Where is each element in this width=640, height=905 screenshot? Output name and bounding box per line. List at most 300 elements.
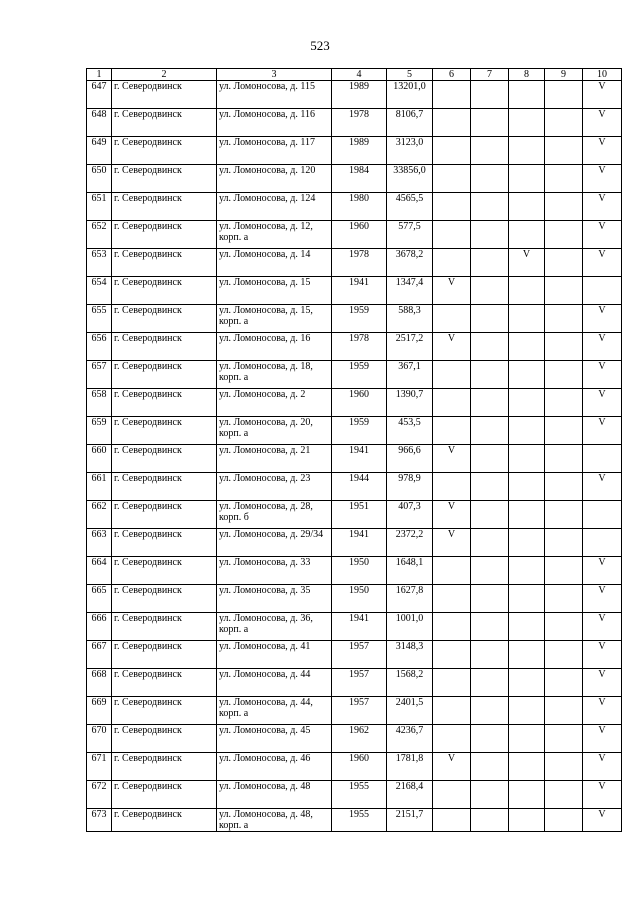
mark-cell-6 <box>433 249 471 277</box>
city-cell: г. Северодвинск <box>112 641 217 669</box>
mark-cell-10: V <box>583 697 622 725</box>
mark-cell-7 <box>471 81 509 109</box>
address-cell: ул. Ломоносова, д. 120 <box>217 165 332 193</box>
address-cell: ул. Ломоносова, д. 15 <box>217 277 332 305</box>
mark-cell-10: V <box>583 333 622 361</box>
mark-cell-8 <box>509 81 545 109</box>
mark-cell-6 <box>433 193 471 221</box>
mark-cell-10: V <box>583 361 622 389</box>
address-cell: ул. Ломоносова, д. 41 <box>217 641 332 669</box>
mark-cell-8 <box>509 165 545 193</box>
address-cell: ул. Ломоносова, д. 124 <box>217 193 332 221</box>
year-cell: 1960 <box>332 221 387 249</box>
mark-cell-9 <box>545 557 583 585</box>
mark-cell-9 <box>545 165 583 193</box>
mark-cell-9 <box>545 361 583 389</box>
row-number-cell: 667 <box>87 641 112 669</box>
city-cell: г. Северодвинск <box>112 697 217 725</box>
mark-cell-10: V <box>583 753 622 781</box>
address-cell: ул. Ломоносова, д. 48, корп. а <box>217 809 332 832</box>
mark-cell-8 <box>509 137 545 165</box>
mark-cell-10: V <box>583 193 622 221</box>
mark-cell-8 <box>509 333 545 361</box>
table-row <box>87 641 622 669</box>
mark-cell-8 <box>509 109 545 137</box>
row-number-cell: 647 <box>87 81 112 109</box>
mark-cell-6: V <box>433 753 471 781</box>
mark-cell-10 <box>583 501 622 529</box>
mark-cell-6: V <box>433 277 471 305</box>
mark-cell-7 <box>471 753 509 781</box>
row-number-cell: 670 <box>87 725 112 753</box>
mark-cell-7 <box>471 193 509 221</box>
city-cell: г. Северодвинск <box>112 165 217 193</box>
mark-cell-10 <box>583 529 622 557</box>
address-cell: ул. Ломоносова, д. 23 <box>217 473 332 501</box>
mark-cell-9 <box>545 781 583 809</box>
table-row <box>87 557 622 585</box>
year-cell: 1955 <box>332 781 387 809</box>
mark-cell-10: V <box>583 389 622 417</box>
year-cell: 1944 <box>332 473 387 501</box>
row-number-cell: 666 <box>87 613 112 641</box>
row-number-cell: 654 <box>87 277 112 305</box>
table-row <box>87 697 622 725</box>
mark-cell-10: V <box>583 221 622 249</box>
mark-cell-9 <box>545 725 583 753</box>
mark-cell-7 <box>471 725 509 753</box>
mark-cell-6 <box>433 417 471 445</box>
year-cell: 1957 <box>332 697 387 725</box>
mark-cell-7 <box>471 641 509 669</box>
area-cell: 1390,7 <box>387 389 433 417</box>
area-cell: 1781,8 <box>387 753 433 781</box>
table-row <box>87 305 622 333</box>
mark-cell-6 <box>433 557 471 585</box>
mark-cell-7 <box>471 109 509 137</box>
year-cell: 1989 <box>332 81 387 109</box>
mark-cell-8 <box>509 501 545 529</box>
mark-cell-6 <box>433 585 471 613</box>
mark-cell-10: V <box>583 725 622 753</box>
address-cell: ул. Ломоносова, д. 36, корп. а <box>217 613 332 641</box>
area-cell: 8106,7 <box>387 109 433 137</box>
mark-cell-8 <box>509 529 545 557</box>
table-row <box>87 529 622 557</box>
area-cell: 3148,3 <box>387 641 433 669</box>
row-number-cell: 660 <box>87 445 112 473</box>
mark-cell-7 <box>471 529 509 557</box>
row-number-cell: 649 <box>87 137 112 165</box>
year-cell: 1950 <box>332 585 387 613</box>
year-cell: 1989 <box>332 137 387 165</box>
mark-cell-7 <box>471 669 509 697</box>
city-cell: г. Северодвинск <box>112 277 217 305</box>
mark-cell-8 <box>509 585 545 613</box>
area-cell: 588,3 <box>387 305 433 333</box>
mark-cell-9 <box>545 249 583 277</box>
area-cell: 1648,1 <box>387 557 433 585</box>
city-cell: г. Северодвинск <box>112 333 217 361</box>
address-cell: ул. Ломоносова, д. 29/34 <box>217 529 332 557</box>
year-cell: 1980 <box>332 193 387 221</box>
mark-cell-7 <box>471 389 509 417</box>
mark-cell-7 <box>471 697 509 725</box>
area-cell: 453,5 <box>387 417 433 445</box>
mark-cell-7 <box>471 249 509 277</box>
mark-cell-9 <box>545 417 583 445</box>
mark-cell-7 <box>471 585 509 613</box>
year-cell: 1941 <box>332 529 387 557</box>
mark-cell-6 <box>433 221 471 249</box>
mark-cell-10: V <box>583 249 622 277</box>
table-row <box>87 221 622 249</box>
row-number-cell: 648 <box>87 109 112 137</box>
mark-cell-6 <box>433 809 471 832</box>
mark-cell-8 <box>509 669 545 697</box>
mark-cell-7 <box>471 137 509 165</box>
address-cell: ул. Ломоносова, д. 48 <box>217 781 332 809</box>
mark-cell-7 <box>471 613 509 641</box>
row-number-cell: 672 <box>87 781 112 809</box>
mark-cell-8: V <box>509 249 545 277</box>
mark-cell-10: V <box>583 109 622 137</box>
city-cell: г. Северодвинск <box>112 137 217 165</box>
area-cell: 1347,4 <box>387 277 433 305</box>
row-number-cell: 658 <box>87 389 112 417</box>
mark-cell-9 <box>545 389 583 417</box>
city-cell: г. Северодвинск <box>112 585 217 613</box>
address-cell: ул. Ломоносова, д. 2 <box>217 389 332 417</box>
area-cell: 4236,7 <box>387 725 433 753</box>
table-row <box>87 361 622 389</box>
address-cell: ул. Ломоносова, д. 116 <box>217 109 332 137</box>
address-cell: ул. Ломоносова, д. 14 <box>217 249 332 277</box>
city-cell: г. Северодвинск <box>112 613 217 641</box>
area-cell: 407,3 <box>387 501 433 529</box>
year-cell: 1960 <box>332 389 387 417</box>
mark-cell-8 <box>509 781 545 809</box>
column-header: 4 <box>332 69 387 81</box>
address-cell: ул. Ломоносова, д. 35 <box>217 585 332 613</box>
area-cell: 33856,0 <box>387 165 433 193</box>
mark-cell-7 <box>471 277 509 305</box>
mark-cell-8 <box>509 305 545 333</box>
area-cell: 966,6 <box>387 445 433 473</box>
column-header: 10 <box>583 69 622 81</box>
mark-cell-10: V <box>583 417 622 445</box>
mark-cell-7 <box>471 417 509 445</box>
table-row <box>87 137 622 165</box>
area-cell: 2151,7 <box>387 809 433 832</box>
address-cell: ул. Ломоносова, д. 45 <box>217 725 332 753</box>
page-number: 523 <box>310 38 330 53</box>
mark-cell-8 <box>509 697 545 725</box>
mark-cell-6 <box>433 361 471 389</box>
city-cell: г. Северодвинск <box>112 249 217 277</box>
mark-cell-9 <box>545 333 583 361</box>
city-cell: г. Северодвинск <box>112 221 217 249</box>
year-cell: 1959 <box>332 361 387 389</box>
mark-cell-6 <box>433 669 471 697</box>
mark-cell-10: V <box>583 809 622 832</box>
table-row <box>87 277 622 305</box>
mark-cell-9 <box>545 585 583 613</box>
address-cell: ул. Ломоносова, д. 44 <box>217 669 332 697</box>
table-row <box>87 669 622 697</box>
table-row <box>87 473 622 501</box>
table-body <box>87 81 622 832</box>
year-cell: 1984 <box>332 165 387 193</box>
mark-cell-10: V <box>583 81 622 109</box>
mark-cell-7 <box>471 305 509 333</box>
year-cell: 1950 <box>332 557 387 585</box>
column-header: 6 <box>433 69 471 81</box>
mark-cell-9 <box>545 529 583 557</box>
row-number-cell: 671 <box>87 753 112 781</box>
mark-cell-10: V <box>583 137 622 165</box>
mark-cell-9 <box>545 501 583 529</box>
city-cell: г. Северодвинск <box>112 193 217 221</box>
mark-cell-6 <box>433 137 471 165</box>
mark-cell-6: V <box>433 445 471 473</box>
mark-cell-10: V <box>583 613 622 641</box>
mark-cell-10: V <box>583 669 622 697</box>
mark-cell-6 <box>433 613 471 641</box>
city-cell: г. Северодвинск <box>112 501 217 529</box>
table-row <box>87 501 622 529</box>
area-cell: 13201,0 <box>387 81 433 109</box>
mark-cell-10: V <box>583 641 622 669</box>
column-header: 3 <box>217 69 332 81</box>
mark-cell-6 <box>433 641 471 669</box>
address-cell: ул. Ломоносова, д. 16 <box>217 333 332 361</box>
row-number-cell: 669 <box>87 697 112 725</box>
mark-cell-8 <box>509 417 545 445</box>
row-number-cell: 650 <box>87 165 112 193</box>
mark-cell-6: V <box>433 501 471 529</box>
table-row <box>87 193 622 221</box>
address-cell: ул. Ломоносова, д. 117 <box>217 137 332 165</box>
area-cell: 3123,0 <box>387 137 433 165</box>
row-number-cell: 661 <box>87 473 112 501</box>
year-cell: 1957 <box>332 669 387 697</box>
mark-cell-7 <box>471 221 509 249</box>
row-number-cell: 655 <box>87 305 112 333</box>
area-cell: 3678,2 <box>387 249 433 277</box>
mark-cell-7 <box>471 781 509 809</box>
table-row <box>87 613 622 641</box>
year-cell: 1978 <box>332 249 387 277</box>
row-number-cell: 663 <box>87 529 112 557</box>
year-cell: 1959 <box>332 417 387 445</box>
mark-cell-8 <box>509 389 545 417</box>
address-cell: ул. Ломоносова, д. 12, корп. а <box>217 221 332 249</box>
table-row <box>87 585 622 613</box>
table-row <box>87 333 622 361</box>
mark-cell-10: V <box>583 585 622 613</box>
mark-cell-8 <box>509 193 545 221</box>
mark-cell-7 <box>471 361 509 389</box>
mark-cell-6: V <box>433 333 471 361</box>
area-cell: 1627,8 <box>387 585 433 613</box>
city-cell: г. Северодвинск <box>112 445 217 473</box>
table-row <box>87 781 622 809</box>
row-number-cell: 657 <box>87 361 112 389</box>
table-row <box>87 753 622 781</box>
mark-cell-8 <box>509 445 545 473</box>
row-number-cell: 665 <box>87 585 112 613</box>
table-row <box>87 81 622 109</box>
address-cell: ул. Ломоносова, д. 115 <box>217 81 332 109</box>
address-cell: ул. Ломоносова, д. 18, корп. а <box>217 361 332 389</box>
row-number-cell: 656 <box>87 333 112 361</box>
column-header: 2 <box>112 69 217 81</box>
city-cell: г. Северодвинск <box>112 809 217 832</box>
mark-cell-8 <box>509 557 545 585</box>
year-cell: 1960 <box>332 753 387 781</box>
city-cell: г. Северодвинск <box>112 361 217 389</box>
row-number-cell: 662 <box>87 501 112 529</box>
year-cell: 1941 <box>332 613 387 641</box>
city-cell: г. Северодвинск <box>112 669 217 697</box>
mark-cell-9 <box>545 221 583 249</box>
row-number-cell: 664 <box>87 557 112 585</box>
table-row <box>87 725 622 753</box>
year-cell: 1955 <box>332 809 387 832</box>
address-cell: ул. Ломоносова, д. 46 <box>217 753 332 781</box>
mark-cell-9 <box>545 809 583 832</box>
mark-cell-8 <box>509 613 545 641</box>
year-cell: 1957 <box>332 641 387 669</box>
mark-cell-7 <box>471 501 509 529</box>
mark-cell-10 <box>583 277 622 305</box>
row-number-cell: 652 <box>87 221 112 249</box>
mark-cell-10: V <box>583 305 622 333</box>
mark-cell-10: V <box>583 781 622 809</box>
mark-cell-9 <box>545 305 583 333</box>
address-cell: ул. Ломоносова, д. 20, корп. а <box>217 417 332 445</box>
city-cell: г. Северодвинск <box>112 389 217 417</box>
area-cell: 4565,5 <box>387 193 433 221</box>
year-cell: 1978 <box>332 109 387 137</box>
mark-cell-8 <box>509 277 545 305</box>
table-row <box>87 165 622 193</box>
mark-cell-8 <box>509 725 545 753</box>
header-row <box>87 69 622 81</box>
table-row <box>87 809 622 832</box>
table-row <box>87 445 622 473</box>
area-cell: 367,1 <box>387 361 433 389</box>
mark-cell-10: V <box>583 165 622 193</box>
table-row <box>87 249 622 277</box>
row-number-cell: 651 <box>87 193 112 221</box>
mark-cell-8 <box>509 361 545 389</box>
year-cell: 1978 <box>332 333 387 361</box>
mark-cell-7 <box>471 445 509 473</box>
area-cell: 2168,4 <box>387 781 433 809</box>
city-cell: г. Северодвинск <box>112 81 217 109</box>
row-number-cell: 659 <box>87 417 112 445</box>
mark-cell-10 <box>583 445 622 473</box>
table-row <box>87 417 622 445</box>
area-cell: 2401,5 <box>387 697 433 725</box>
mark-cell-7 <box>471 165 509 193</box>
row-number-cell: 668 <box>87 669 112 697</box>
year-cell: 1941 <box>332 277 387 305</box>
mark-cell-8 <box>509 221 545 249</box>
mark-cell-9 <box>545 613 583 641</box>
mark-cell-9 <box>545 641 583 669</box>
mark-cell-6 <box>433 165 471 193</box>
mark-cell-9 <box>545 277 583 305</box>
mark-cell-7 <box>471 809 509 832</box>
mark-cell-6 <box>433 389 471 417</box>
mark-cell-7 <box>471 473 509 501</box>
mark-cell-6 <box>433 305 471 333</box>
mark-cell-6 <box>433 697 471 725</box>
mark-cell-8 <box>509 641 545 669</box>
mark-cell-9 <box>545 137 583 165</box>
year-cell: 1941 <box>332 445 387 473</box>
mark-cell-6 <box>433 473 471 501</box>
row-number-cell: 653 <box>87 249 112 277</box>
city-cell: г. Северодвинск <box>112 753 217 781</box>
column-header: 9 <box>545 69 583 81</box>
city-cell: г. Северодвинск <box>112 529 217 557</box>
address-cell: ул. Ломоносова, д. 28, корп. б <box>217 501 332 529</box>
mark-cell-9 <box>545 753 583 781</box>
area-cell: 1001,0 <box>387 613 433 641</box>
mark-cell-9 <box>545 697 583 725</box>
mark-cell-8 <box>509 473 545 501</box>
registry-table <box>86 68 622 832</box>
mark-cell-9 <box>545 81 583 109</box>
mark-cell-7 <box>471 557 509 585</box>
mark-cell-6 <box>433 725 471 753</box>
mark-cell-10: V <box>583 557 622 585</box>
mark-cell-6 <box>433 109 471 137</box>
mark-cell-6 <box>433 781 471 809</box>
address-cell: ул. Ломоносова, д. 21 <box>217 445 332 473</box>
mark-cell-7 <box>471 333 509 361</box>
mark-cell-9 <box>545 193 583 221</box>
table-row <box>87 389 622 417</box>
mark-cell-9 <box>545 473 583 501</box>
row-number-cell: 673 <box>87 809 112 832</box>
city-cell: г. Северодвинск <box>112 557 217 585</box>
address-cell: ул. Ломоносова, д. 44, корп. а <box>217 697 332 725</box>
mark-cell-8 <box>509 753 545 781</box>
area-cell: 1568,2 <box>387 669 433 697</box>
column-header: 7 <box>471 69 509 81</box>
mark-cell-8 <box>509 809 545 832</box>
area-cell: 2372,2 <box>387 529 433 557</box>
area-cell: 978,9 <box>387 473 433 501</box>
city-cell: г. Северодвинск <box>112 725 217 753</box>
city-cell: г. Северодвинск <box>112 781 217 809</box>
address-cell: ул. Ломоносова, д. 15, корп. а <box>217 305 332 333</box>
city-cell: г. Северодвинск <box>112 473 217 501</box>
city-cell: г. Северодвинск <box>112 109 217 137</box>
mark-cell-9 <box>545 445 583 473</box>
city-cell: г. Северодвинск <box>112 305 217 333</box>
mark-cell-9 <box>545 109 583 137</box>
area-cell: 577,5 <box>387 221 433 249</box>
address-cell: ул. Ломоносова, д. 33 <box>217 557 332 585</box>
column-header: 8 <box>509 69 545 81</box>
city-cell: г. Северодвинск <box>112 417 217 445</box>
